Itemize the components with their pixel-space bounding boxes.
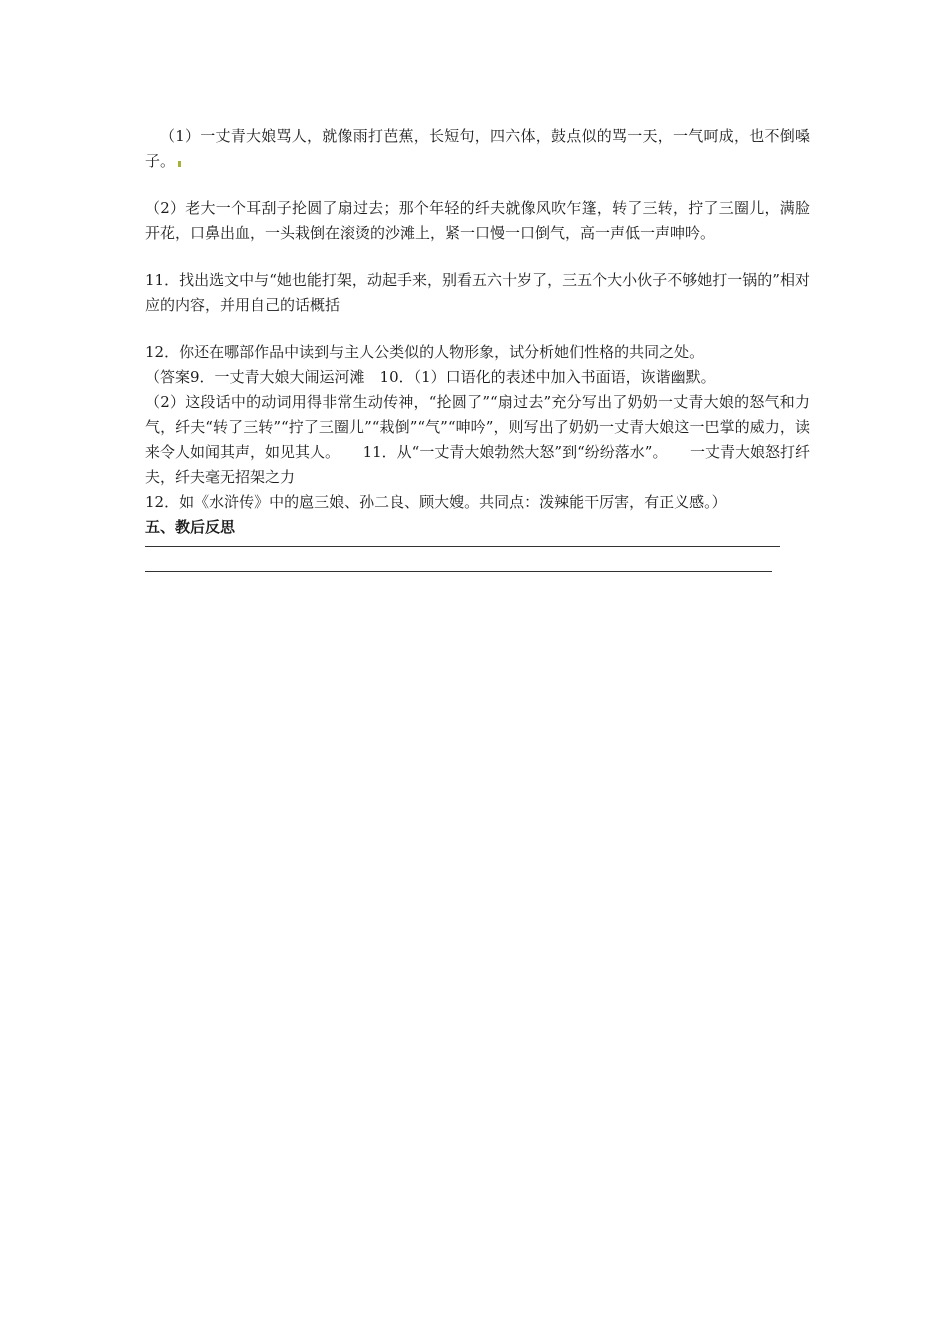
question-10-part-1 <box>145 124 810 174</box>
answer-line-3: 12．如《水浒传》中的扈三娘、孙二良、顾大嫂。共同点：泼辣能干厉害，有正义感。） <box>145 493 727 511</box>
section-title-reflection: 五、教后反思 <box>145 518 236 536</box>
question-11: 11．找出选文中与“她也能打架，动起手来，别看五六十岁了，三五个大小伙子不够她打一锅的”相对应的内容，并用自己的话概括 <box>145 271 810 314</box>
document-page <box>145 124 810 572</box>
answer-line-1: （答案9．一丈青大娘大闹运河滩 10．（1）口语化的表述中加入书面语，诙谐幽默。 <box>145 368 716 386</box>
writing-line-2 <box>145 571 772 572</box>
writing-line-1 <box>145 546 780 547</box>
question-10-part-1-text: （1）一丈青大娘骂人，就像雨打芭蕉，长短句，四六体，鼓点似的骂一天，一气呵成，也不倒嗓子。 <box>145 127 810 170</box>
answer-line-2: （2）这段话中的动词用得非常生动传神，“抡圆了”“扇过去”充分写出了奶奶一丈青大娘的怒气和力气，纤夫“转了三转”“拧了三圈儿”“栽倒”“气”“呻吟”，则写出了奶奶一丈青大娘这一巴掌的威力，读来令人如闻其声，如见其人。 11．从“一丈青大娘勃然大怒”到“纷纷落水”。 一丈青大娘怒打纤夫，纤夫毫无招架之力 <box>145 393 810 486</box>
question-10-part-2: （2）老大一个耳刮子抡圆了扇过去；那个年轻的纤夫就像风吹乍篷，转了三转，拧了三圈儿，满脸开花，口鼻出血，一头栽倒在滚烫的沙滩上，紧一口慢一口倒气，高一声低一声呻吟。 <box>145 199 810 242</box>
question-12: 12．你还在哪部作品中读到与主人公类似的人物形象，试分析她们性格的共同之处。 <box>145 343 705 361</box>
marker-dot-icon <box>178 161 181 167</box>
